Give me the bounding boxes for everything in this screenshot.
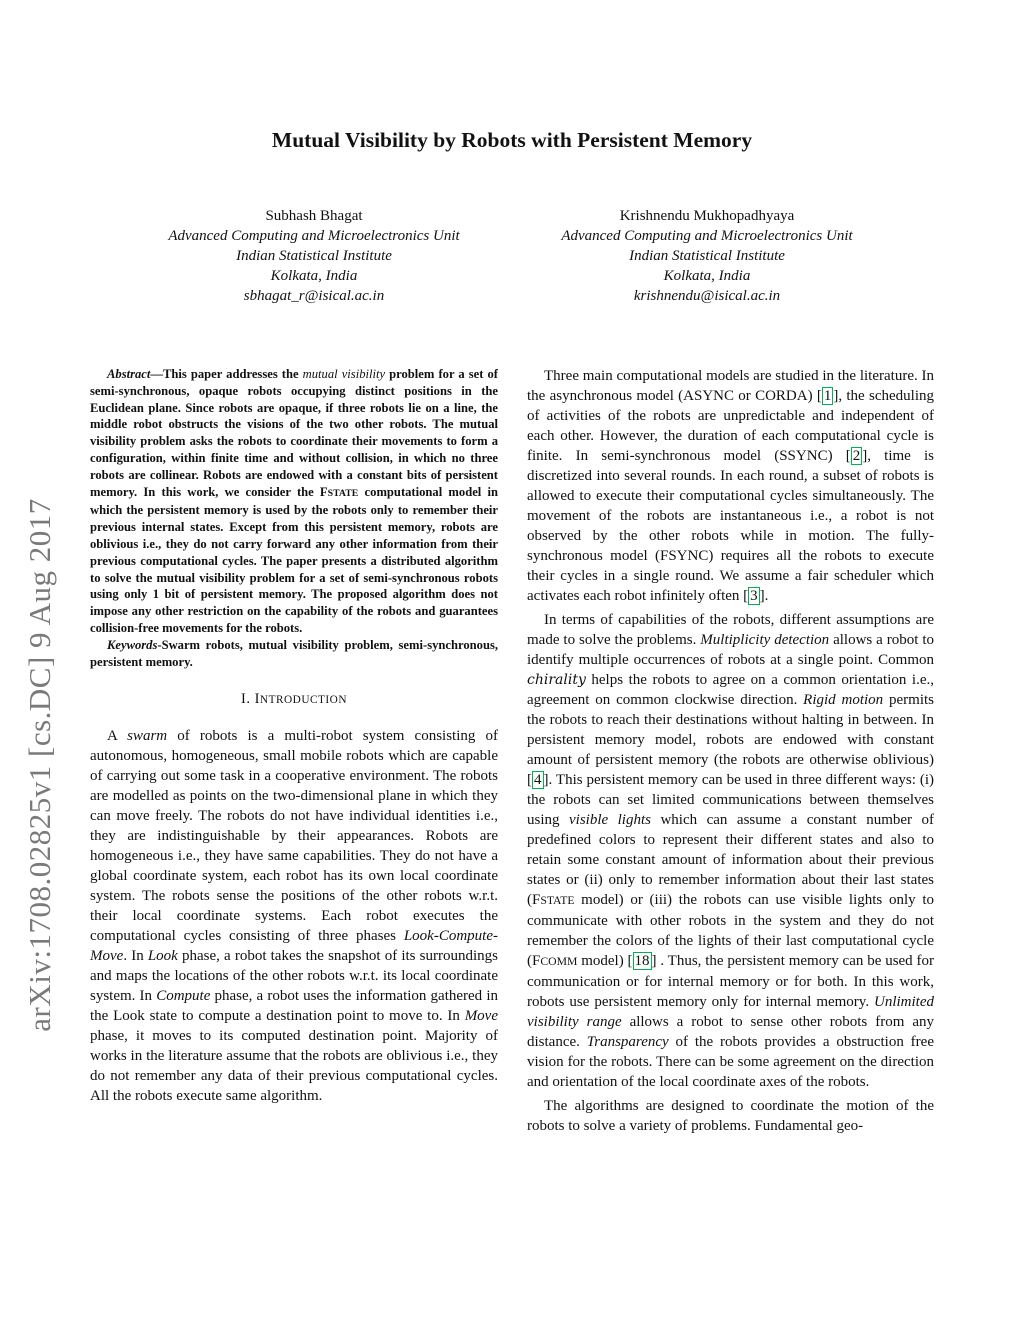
arxiv-stamp-text: arXiv:1708.02825v1 [cs.DC] 9 Aug 2017 [22, 498, 57, 1032]
author-city: Kolkata, India [270, 268, 358, 284]
citation-link[interactable]: 3 [750, 588, 758, 604]
algorithms-paragraph: The algorithms are designed to coordinate the motion of the robots to solve a variety of problems. Fundamental geo- [527, 1098, 934, 1134]
author-name: Subhash Bhagat [265, 208, 363, 224]
citation-link[interactable]: 18 [634, 953, 650, 969]
citation-link[interactable]: 2 [852, 448, 861, 464]
author-name: Krishnendu Mukhopadhyaya [619, 208, 795, 224]
author-institute: Indian Statistical Institute [236, 248, 392, 264]
author-city: Kolkata, India [663, 268, 751, 284]
section-heading: I. INTRODUCTION [240, 691, 347, 708]
author-unit: Advanced Computing and Microelectronics Unit [561, 228, 853, 244]
author-email[interactable]: krishnendu@isical.ac.in [633, 288, 781, 304]
right-column [527, 366, 934, 1136]
author-email[interactable]: sbhagat_r@isical.ac.in [243, 288, 385, 304]
citation-link[interactable]: 1 [823, 388, 832, 404]
keywords-label: Keywords [107, 637, 158, 652]
author-block-2 [507, 206, 907, 306]
left-column [90, 366, 498, 1106]
keywords: Keywords-Swarm robots, mutual visibility problem, semi-synchronous, persistent memory. [90, 637, 498, 669]
paper-title: Mutual Visibility by Robots with Persistent Memory [271, 128, 753, 152]
citation-link[interactable]: 4 [534, 772, 542, 788]
capabilities-paragraph: In terms of capabilities of the robots, different assumptions are made to solve the problems. Multiplicity detection allows a robot to identify multiple occurrences of robots at a single point. Common chirality helps the robots to agree on a common orientation i.e., agreement on common clockwise direction. Rigid motion permits the robots to reach their destinations without halting in between. In persistent memory model, robots are endowed with constant amount of persistent memory (the robots are otherwise oblivious) [ 4 ]. This persistent memory can be used in three different ways: (i) the robots can set limited communications between themselves using visible lights which can assume a constant number of predefined colors to represent their different states and also to retain some constant amount of information about their previous states or (ii) only to remember information about their last states (FSTATE model) or (iii) the robots can use visible lights only to communicate with other robots in the system and they do not remember the colors of the lights of their last computational cycle (FCOMM model) [ 18 ] . Thus, the persistent memory can be used for communication or for internal memory or for both. In this work, robots use persistent memory only for internal memory. Unlimited visibility range allows a robot to sense other robots from any distance. Transparency of the robots provides a obstruction free vision for the robots. There can be some agreement on the direction and orientation of the local coordinate axes of the robots. [527, 612, 935, 1090]
author-block-1 [114, 206, 514, 306]
author-unit: Advanced Computing and Microelectronics Unit [168, 228, 460, 244]
intro-paragraph: A swarm of robots is a multi-robot system consisting of autonomous, homogeneous, small mobile robots which are capable of carrying out some task in a cooperative environment. The robots are modelled as points on the two-dimensional plane in which they can move freely. The robots do not have individual identities i.e., they are indistinguishable by their appearances. Robots are homogeneous i.e., they have same capabilities. They do not have a global coordinate system, each robot has its own local coordinate system. The robots sense the positions of the other robots w.r.t. their local coordinate systems. Each robot executes the computational cycles consisting of three phases Look-Compute-Move. In Look phase, a robot takes the snapshot of its surroundings and maps the locations of the other robots w.r.t. its local coordinate system. In Compute phase, a robot uses the information gathered in the Look state to compute a destination point to move to. In Move phase, it moves to its computed destination point. Majority of works in the literature assume that the robots are oblivious i.e., they do not remember any data of their previous computational cycles. All the robots execute same algorithm. [90, 728, 498, 1105]
author-institute: Indian Statistical Institute [629, 248, 785, 264]
abstract-term: mutual visibility [302, 367, 386, 381]
models-paragraph: Three main computational models are studied in the literature. In the asynchronous model (ASYNC or CORDA) [ 1 ], the scheduling of activities of the robots are unpredictable and independent of each other. However, the duration of each computational cycle is finite. In semi-synchronous model (SSYNC) [ 2 ], time is discretized into several rounds. In each round, a subset of robots is allowed to execute their computational cycles simultaneously. The movement of the robots are instantaneous i.e., a robot is not observed by the other robots while in motion. The fully-synchronous model (FSYNC) requires all the robots to execute their cycles in a single round. We assume a fair scheduler which activates each robot infinitely often [ 3 ]. [527, 368, 934, 604]
abstract: Abstract—This paper addresses the mutual visibility problem for a set of semi-synchronous, opaque robots occupying distinct positions in the Euclidean plane. Since robots are opaque, if three robots lie on a line, the middle robot obstructs the visions of the two other robots. The mutual visibility problem asks the robots to coordinate their movements to form a configuration, within finite time and without collision, in which no three robots are collinear. Robots are endowed with a constant bits of persistent memory. In this work, we consider the FSTATE computational model in which the persistent memory is used by the robots only to remember their previous internal states. Except from this persistent memory, robots are oblivious i.e., they do not carry forward any other information from their previous computational cycles. The paper presents a distributed algorithm to solve the mutual visibility problem for a set of semi-synchronous robots using only 1 bit of persistent memory. The proposed algorithm does not impose any other restriction on the capability of the robots and guarantees collision-free movements for the robots. [90, 367, 498, 635]
abstract-label: Abstract [107, 367, 151, 381]
